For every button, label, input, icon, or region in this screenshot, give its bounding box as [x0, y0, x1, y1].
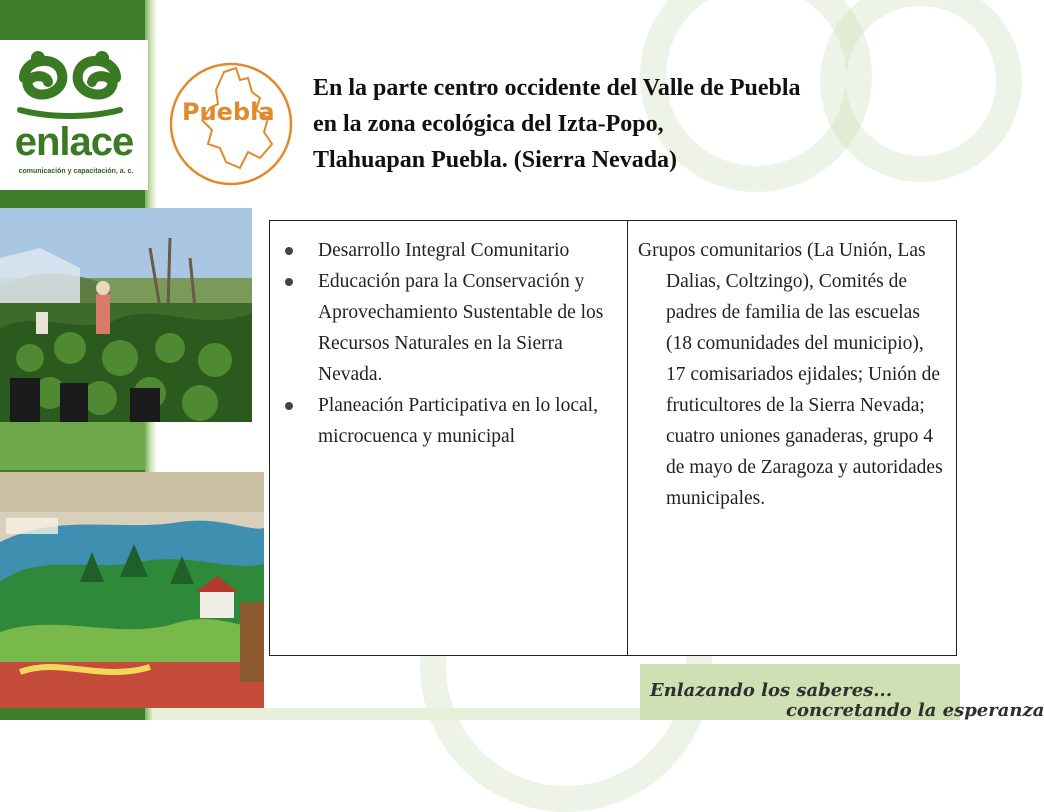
heading-line-3: Tlahuapan Puebla. (Sierra Nevada): [313, 147, 678, 173]
puebla-state-logo: [160, 48, 302, 198]
list-item: [318, 390, 627, 452]
list-item-text: Educación para la Conservación y Aprovechamiento Sustentable de los Recursos Naturales en la Sierra Nevada.: [318, 271, 604, 385]
bullet-dot-icon: [285, 278, 293, 286]
mural-photo: [0, 472, 264, 708]
bottom-bar: [152, 708, 640, 720]
groups-cell: [628, 221, 955, 655]
slogan-line-2: concretando la esperanza: [786, 700, 1044, 721]
puebla-label: Puebla: [182, 98, 275, 126]
logo-tagline: comunicación y capacitación, a. c.: [18, 168, 134, 175]
puebla-map-icon: [160, 48, 302, 198]
slide-heading: [313, 70, 973, 178]
info-table: [269, 220, 957, 656]
slogan-line-1: Enlazando los saberes...: [650, 680, 893, 701]
list-item-text: Planeación Participativa en lo local, microcuenca y municipal: [318, 395, 598, 447]
footer-slogan: [640, 664, 1044, 721]
enlace-logo-mark-icon: [10, 44, 130, 124]
enlace-logo: [0, 40, 148, 190]
areas-list: [270, 221, 627, 452]
groups-text: Grupos comunitarios (La Unión, Las Dalias, Coltzingo), Comités de padres de familia de las escuelas (18 comunidades del municipio), 17 comisariados ejidales; Unión de fruticultores de la Sierra Nevada; cuatro uniones ganaderas, grupo 4 de mayo de Zaragoza y autoridades municipales.: [638, 240, 943, 509]
bullet-dot-icon: [285, 402, 293, 410]
nursery-photo: [0, 208, 252, 422]
bullet-dot-icon: [285, 247, 293, 255]
heading-line-2: en la zona ecológica del Izta-Popo,: [313, 111, 664, 137]
list-item-text: Desarrollo Integral Comunitario: [318, 240, 570, 261]
list-item: [318, 266, 627, 390]
logo-wordmark: enlace: [14, 120, 134, 164]
heading-line-1: En la parte centro occidente del Valle de Puebla: [313, 75, 801, 101]
list-item: [318, 235, 627, 266]
left-accent-block: [0, 420, 152, 470]
areas-cell: [270, 221, 628, 655]
